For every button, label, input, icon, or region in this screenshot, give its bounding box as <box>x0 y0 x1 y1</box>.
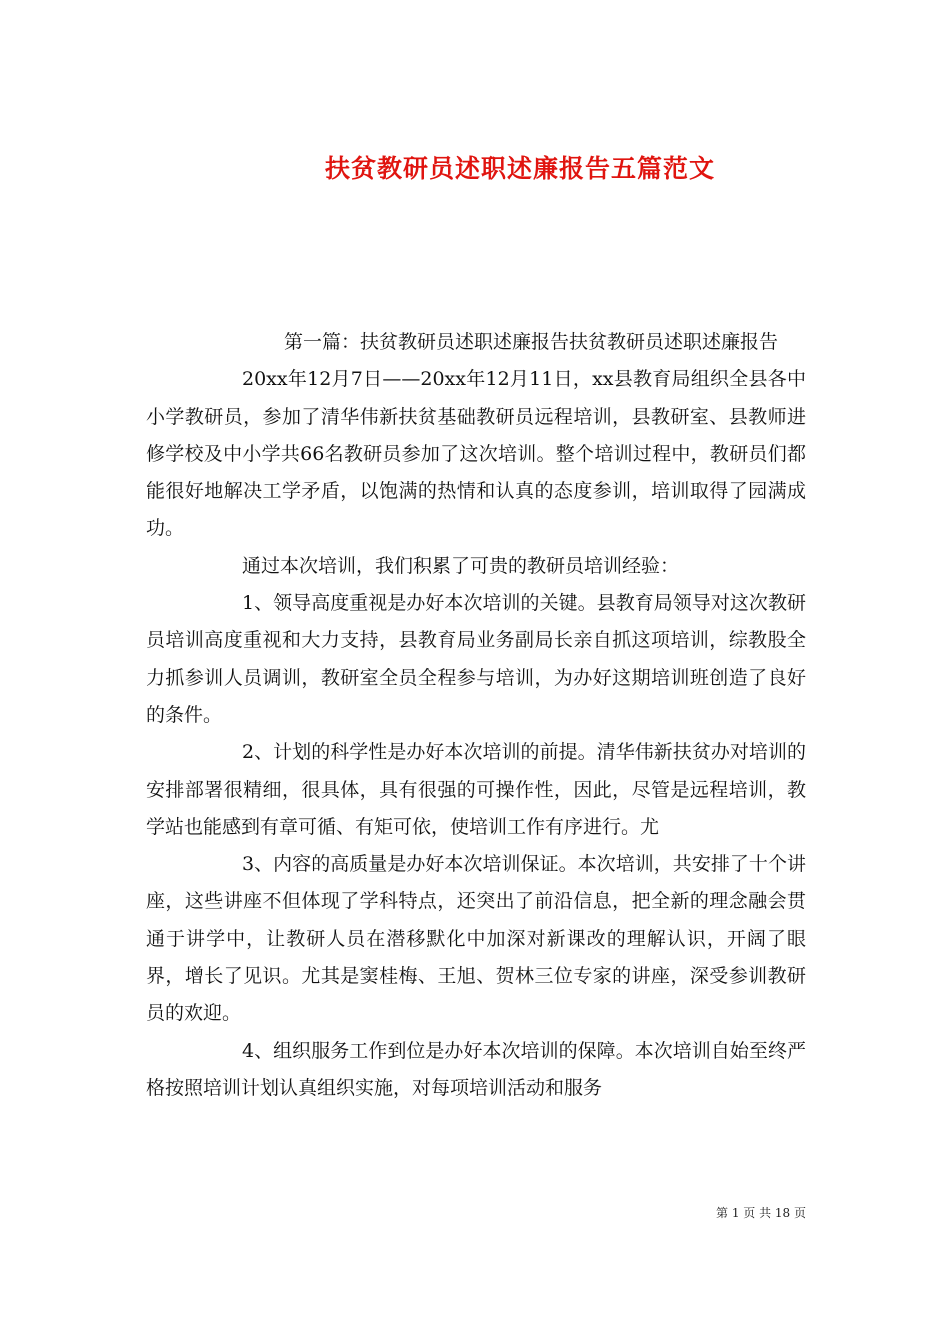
page-number-footer: 第 1 页 共 18 页 <box>716 1206 806 1220</box>
paragraph-experience-lead: 通过本次培训，我们积累了可贵的教研员培训经验： <box>242 554 680 577</box>
paragraph-point-4: 4、组织服务工作到位是办好本次培训的保障。本次培训自始至终严格按照培训计划认真组织实施，对每项培训活动和服务 <box>146 1039 806 1099</box>
paragraph-point-2: 2、计划的科学性是办好本次培训的前提。清华伟新扶贫办对培训的安排部署很精细，很具体，具有很强的可操作性，因此，尽管是远程培训，教学站也能感到有章可循、有矩可依，使培训工作有序进行。尤 <box>146 741 806 838</box>
document-body <box>146 324 806 1107</box>
document-title: 扶贫教研员述职述廉报告五篇范文 <box>324 153 715 183</box>
paragraph-training-overview: 20xx年12月7日——20xx年12月11日，xx县教育局组织全县各中小学教研员，参加了清华伟新扶贫基础教研员远程培训，县教研室、县教师进修学校及中小学共66名教研员参加了这次培训。整个培训过程中，教研员们都能很好地解决工学矛盾，以饱满的热情和认真的态度参训，培训取得了园满成功。 <box>146 368 806 540</box>
paragraph-intro: 第一篇：扶贫教研员述职述廉报告扶贫教研员述职述廉报告 <box>284 331 779 353</box>
paragraph-point-3: 3、内容的高质量是办好本次培训保证。本次培训，共安排了十个讲座，这些讲座不但体现了学科特点，还突出了前沿信息，把全新的理念融会贯通于讲学中，让教研人员在潜移默化中加深对新课改的理解认识，开阔了眼界，增长了见识。尤其是窦桂梅、王旭、贺林三位专家的讲座，深受参训教研员的欢迎。 <box>146 853 806 1025</box>
paragraph-point-1: 1、领导高度重视是办好本次培训的关键。县教育局领导对这次教研员培训高度重视和大力支持，县教育局业务副局长亲自抓这项培训，综教股全力抓参训人员调训，教研室全员全程参与培训，为办好这期培训班创造了良好的条件。 <box>146 592 806 726</box>
